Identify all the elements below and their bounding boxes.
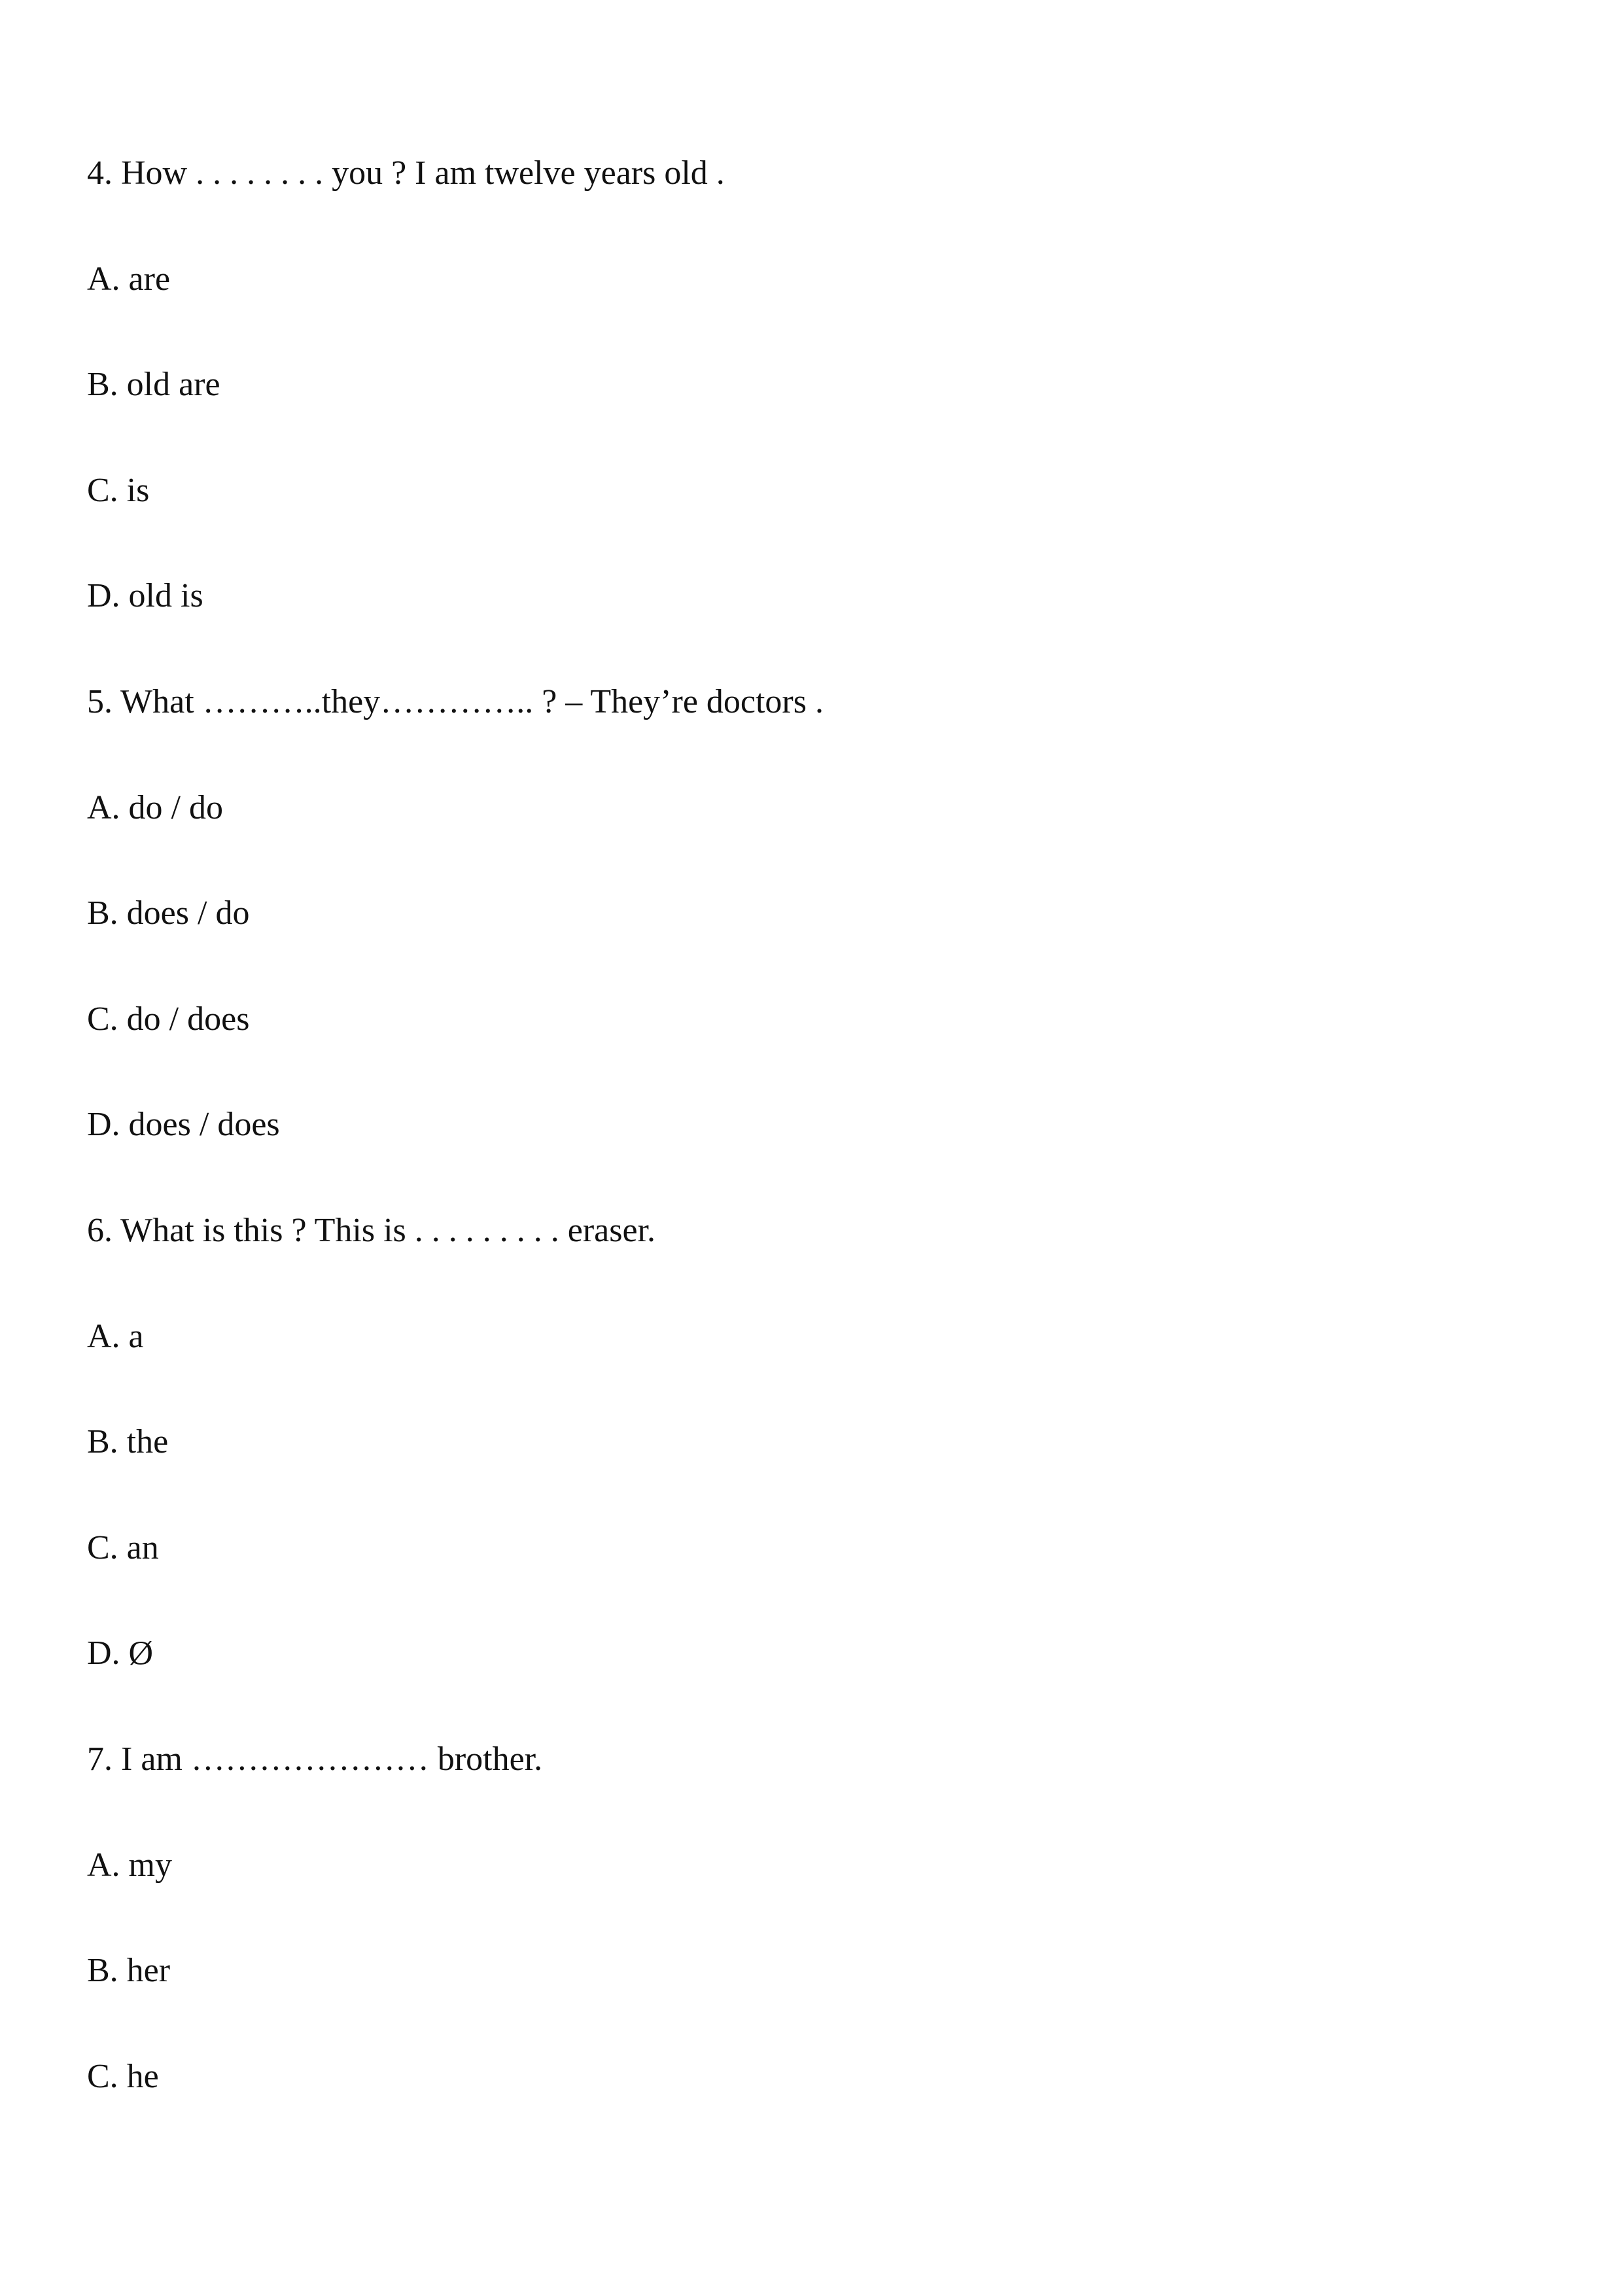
question-7-option-a: A. my [87, 1846, 172, 1884]
question-4-option-b: B. old are [87, 366, 220, 403]
question-6-option-a: A. a [87, 1318, 144, 1355]
question-7-option-b: B. her [87, 1952, 171, 1989]
question-4-option-a: A. are [87, 260, 171, 298]
question-5-option-b: B. does / do [87, 894, 250, 932]
question-4: 4. How . . . . . . . . you ? I am twelve years old . [87, 154, 725, 192]
question-6-option-c: C. an [87, 1529, 159, 1566]
question-6: 6. What is this ? This is . . . . . . . . . eraser. [87, 1212, 655, 1249]
question-5: 5. What ………..they………….. ? – They’re doctors . [87, 683, 824, 720]
question-6-option-d: D. Ø [87, 1634, 154, 1672]
question-5-option-a: A. do / do [87, 789, 223, 826]
question-7-option-c: C. he [87, 2058, 159, 2095]
question-7: 7. I am ………………… brother. [87, 1740, 543, 1778]
question-6-option-b: B. the [87, 1423, 169, 1460]
question-4-option-d: D. old is [87, 577, 203, 614]
question-5-option-c: C. do / does [87, 1000, 250, 1038]
question-4-option-c: C. is [87, 472, 150, 509]
question-5-option-d: D. does / does [87, 1106, 280, 1143]
